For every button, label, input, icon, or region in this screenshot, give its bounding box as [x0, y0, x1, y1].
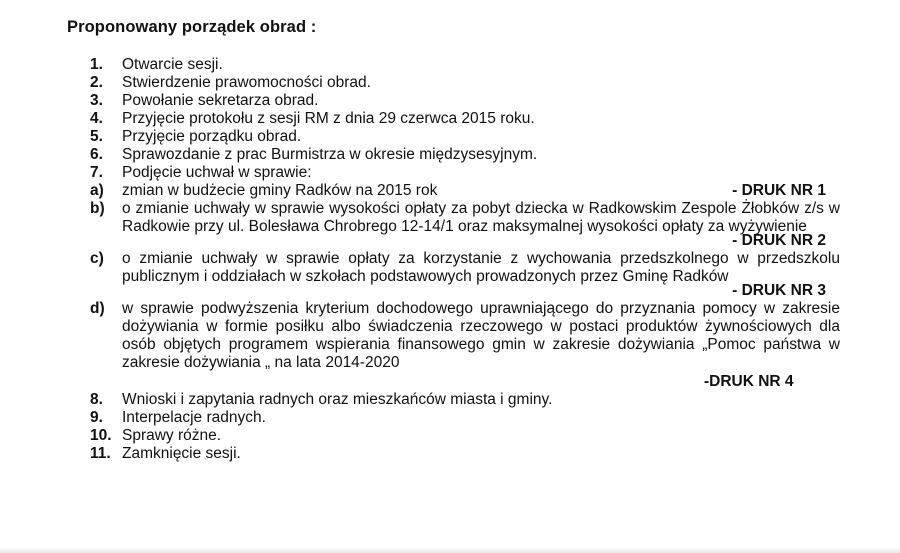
item-letter: d)	[90, 300, 105, 317]
item-letter: c)	[90, 250, 104, 267]
agenda-item	[90, 409, 840, 427]
item-text: Otwarcie sesji.	[122, 56, 223, 73]
item-letter: b)	[90, 200, 105, 217]
agenda-item	[90, 146, 840, 164]
item-text: Podjęcie uchwał w sprawie:	[122, 164, 312, 181]
agenda-item	[90, 74, 840, 92]
item-number: 1.	[90, 56, 103, 73]
item-number: 11.	[90, 445, 111, 462]
item-text: o zmianie uchwały w sprawie opłaty za korzystanie z wychowania przedszkolnego w przedszkolu publicznym i oddziałach w szkołach podstawowych prowadzonych przez Gminę Radków	[122, 250, 840, 285]
agenda-item	[90, 128, 840, 146]
item-text: Wnioski i zapytania radnych oraz mieszkańców miasta i gminy.	[122, 391, 553, 408]
item-text-line	[122, 182, 840, 200]
agenda-item	[90, 110, 840, 128]
item-number: 7.	[90, 164, 103, 181]
item-block	[122, 300, 840, 391]
page-bottom-edge	[0, 547, 900, 553]
item-number: 6.	[90, 146, 103, 163]
item-text: Przyjęcie porządku obrad.	[122, 128, 302, 145]
druk-label: -DRUK NR 4	[704, 373, 794, 390]
item-text: Stwierdzenie prawomocności obrad.	[122, 74, 371, 91]
item-text: zmian w budżecie gminy Radków na 2015 rok	[122, 182, 438, 199]
agenda-item	[90, 427, 840, 445]
item-number: 5.	[90, 128, 103, 145]
item-block	[122, 250, 840, 300]
item-number: 3.	[90, 92, 103, 109]
item-number: 2.	[90, 74, 103, 91]
agenda-item	[90, 391, 840, 409]
druk-label: - DRUK NR 2	[732, 232, 826, 249]
item-text: Sprawy różne.	[122, 427, 222, 444]
item-number: 10.	[90, 427, 112, 444]
agenda-item	[90, 92, 840, 110]
item-number: 4.	[90, 110, 103, 127]
item-text: o zmianie uchwały w sprawie wysokości opłaty za pobyt dziecka w Radkowskim Zespole Żłobków z/s w Radkowie przy ul. Bolesława Chrobrego 12-14/1 oraz maksymalnej wysokości opłaty za wyżywienie	[122, 200, 840, 235]
item-number: 9.	[90, 409, 103, 426]
agenda-list	[90, 56, 840, 463]
resolution-item-b	[90, 200, 840, 250]
item-block	[122, 200, 840, 250]
item-text: Sprawozdanie z prac Burmistrza w okresie międzysesyjnym.	[122, 146, 538, 163]
agenda-heading: Proponowany porządek obrad :	[67, 18, 317, 36]
item-text: Powołanie sekretarza obrad.	[122, 92, 319, 109]
item-text: Zamknięcie sesji.	[122, 445, 241, 462]
resolution-item-d	[90, 300, 840, 391]
resolution-item-a	[90, 182, 840, 200]
agenda-item	[90, 56, 840, 74]
agenda-item	[90, 445, 840, 463]
item-text: w sprawie podwyższenia kryterium dochodowego uprawniającego do przyznania pomocy w zakresie dożywiania w formie posiłku albo świadczenia rzeczowego w postaci produktów żywnościowych dla osób objętych programem wspierania finansowego gmin w zakresie dożywiania „Pomoc państwa w zakresie dożywiania „ na lata 2014-2020	[122, 300, 840, 371]
item-number: 8.	[90, 391, 103, 408]
item-text: Interpelacje radnych.	[122, 409, 266, 426]
item-text: Przyjęcie protokołu z sesji RM z dnia 29 czerwca 2015 roku.	[122, 110, 535, 127]
resolution-item-c	[90, 250, 840, 300]
item-letter: a)	[90, 182, 104, 199]
druk-label: - DRUK NR 3	[732, 282, 826, 299]
agenda-item	[90, 164, 840, 182]
druk-label: - DRUK NR 1	[732, 182, 826, 199]
